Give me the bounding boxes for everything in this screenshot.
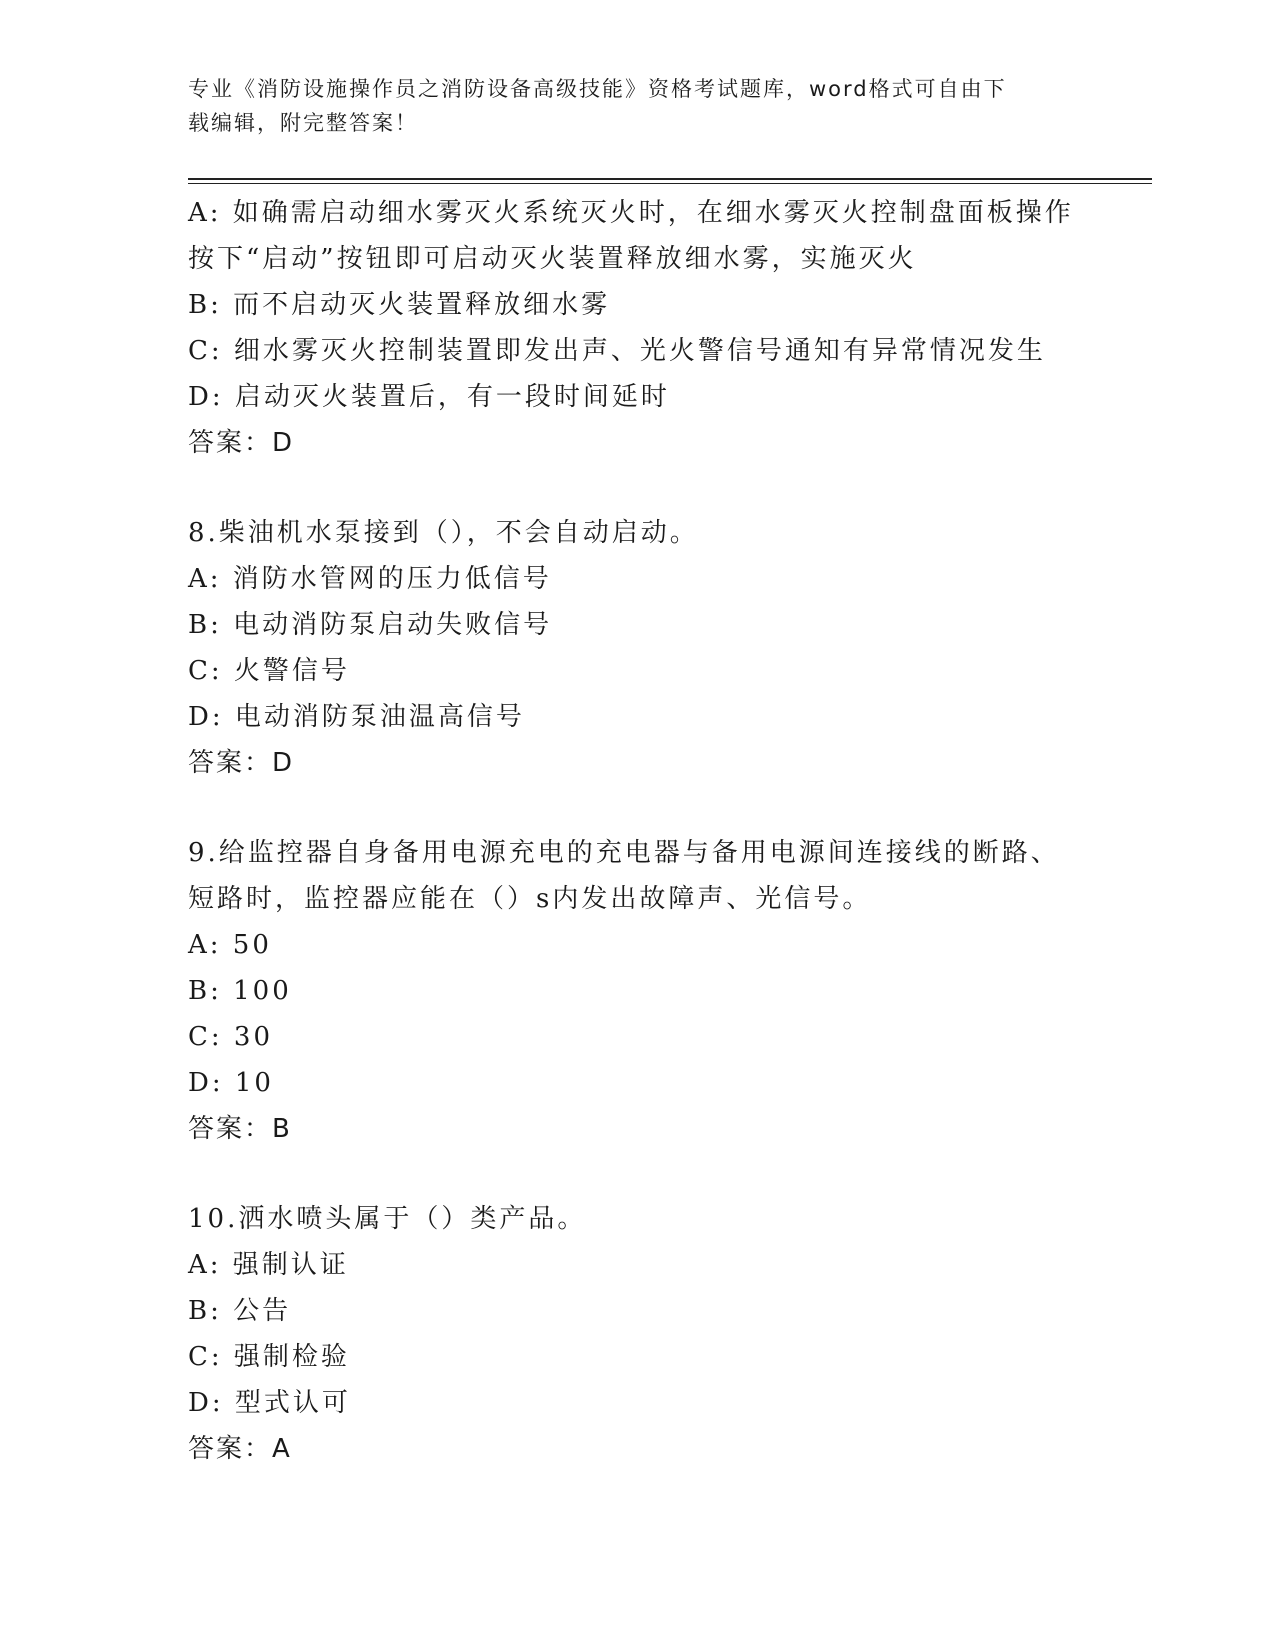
q8-answer: 答案：D: [188, 748, 295, 778]
q7-answer: 答案：D: [188, 428, 295, 458]
q7-option-a-line-2: 按下“启动”按钮即可启动灭火装置释放细水雾，实施灭火: [188, 244, 917, 274]
question-8-block: [188, 510, 1088, 786]
q8-option-c: C: 火警信号: [188, 656, 350, 686]
q7-option-c: C: 细水雾灭火控制装置即发出声、光火警信号通知有异常情况发生: [188, 336, 1046, 366]
q10-stem: 10.洒水喷头属于（）类产品。: [188, 1204, 587, 1234]
q8-option-a: A: 消防水管网的压力低信号: [188, 564, 552, 594]
header-divider-thick: [188, 178, 1152, 180]
header-divider-thin: [188, 183, 1152, 184]
q9-option-d: D: 10: [188, 1068, 274, 1098]
header-line-2: 载编辑，附完整答案！: [188, 111, 418, 135]
q7-option-d: D: 启动灭火装置后，有一段时间延时: [188, 382, 670, 412]
q8-option-d: D: 电动消防泵油温高信号: [188, 702, 525, 732]
q8-option-b: B: 电动消防泵启动失败信号: [188, 610, 553, 640]
q9-answer: 答案：B: [188, 1114, 292, 1144]
q8-stem: 8.柴油机水泵接到（），不会自动启动。: [188, 518, 699, 548]
question-7-block: [188, 190, 1088, 466]
q7-option-a-line-1: A: 如确需启动细水雾灭火系统灭火时，在细水雾灭火控制盘面板操作: [188, 198, 1074, 228]
q10-option-a: A: 强制认证: [188, 1250, 349, 1280]
spacer: [188, 466, 1088, 510]
q9-option-a: A: 50: [188, 930, 272, 960]
q10-answer: 答案：A: [188, 1434, 292, 1464]
q7-option-b: B: 而不启动灭火装置释放细水雾: [188, 290, 611, 320]
q10-option-b: B: 公告: [188, 1296, 292, 1326]
q10-option-d: D: 型式认可: [188, 1388, 351, 1418]
spacer: [188, 786, 1088, 830]
q9-stem-line-1: 9.给监控器自身备用电源充电的充电器与备用电源间连接线的断路、: [188, 838, 1060, 868]
header-line-1: 专业《消防设施操作员之消防设备高级技能》资格考试题库，word格式可自由下: [188, 77, 1007, 101]
q9-option-b: B: 100: [188, 976, 292, 1006]
question-9-block: [188, 830, 1088, 1152]
document-header: [188, 72, 1088, 140]
question-list: [188, 190, 1088, 1472]
spacer: [188, 1152, 1088, 1196]
q9-stem-line-2: 短路时，监控器应能在（）s内发出故障声、光信号。: [188, 884, 872, 914]
q9-option-c: C: 30: [188, 1022, 274, 1052]
question-10-block: [188, 1196, 1088, 1472]
q10-option-c: C: 强制检验: [188, 1342, 350, 1372]
